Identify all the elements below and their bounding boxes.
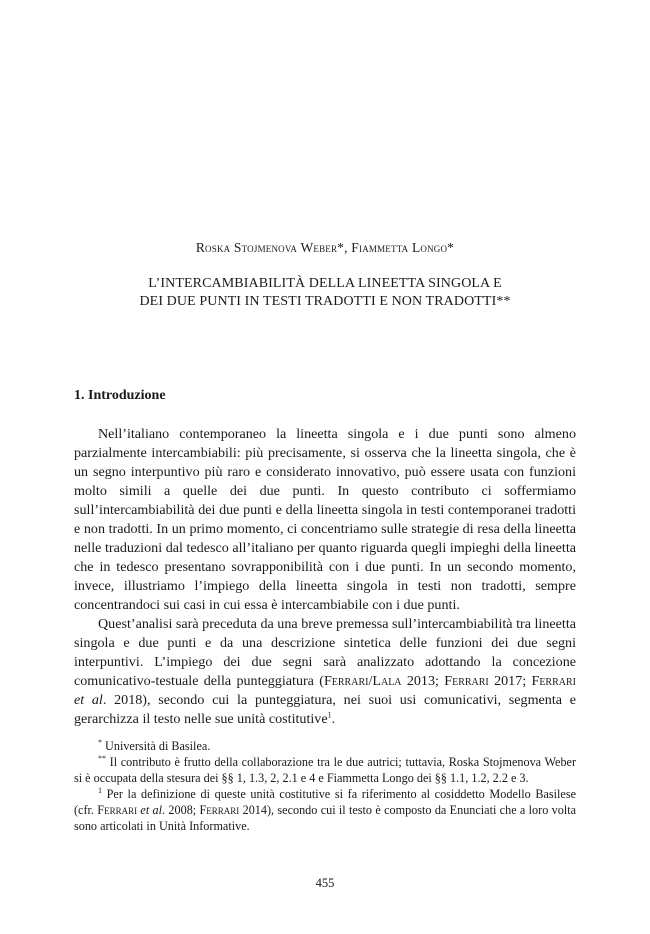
- paper-title: [0, 275, 650, 311]
- footnote-ref-1[interactable]: 1: [327, 710, 332, 720]
- citation-ferrari-lala: Ferrari/Lala: [323, 673, 402, 689]
- section-heading: 1. Introduzione: [74, 388, 166, 403]
- paragraph-2-text-b: 2013;: [401, 673, 445, 689]
- footnote-text-c: 2014), secondo cui il testo è composto da Enunciati che a loro volta sono articolati in Unità Informative.: [74, 803, 576, 833]
- citation-et-al: et al: [140, 803, 163, 817]
- paragraph-2: [74, 615, 576, 729]
- footnote-contribution: [74, 754, 576, 786]
- footnotes: [74, 738, 576, 834]
- footnote-mark: *: [98, 737, 102, 747]
- footnote-text-b: . 2008;: [162, 803, 200, 817]
- citation-et-al: et al: [74, 692, 103, 708]
- paragraph-2-text-e: .: [331, 711, 336, 727]
- paragraph-2-text-c: 2017;: [488, 673, 532, 689]
- title-line-2: DEI DUE PUNTI IN TESTI TRADOTTI E NON TRADOTTI**: [139, 294, 511, 309]
- author-line: Roska Stojmenova Weber*, Fiammetta Longo*: [195, 240, 455, 255]
- footnote-affiliation: [74, 738, 576, 754]
- footnote-mark: **: [98, 753, 106, 763]
- footnote-text-a: Per la definizione di queste unità costitutive si fa riferimento al cosiddetto Modello Basilese (cfr.: [74, 787, 576, 817]
- title-line-1: L’INTERCAMBIABILITÀ DELLA LINEETTA SINGOLA E: [148, 276, 502, 291]
- citation-ferrari-2018: Ferrari: [531, 673, 576, 689]
- page-number: 455: [315, 876, 335, 890]
- footnote-text: Il contributo è frutto della collaborazione tra le due autrici; tuttavia, Roska Stojmenova Weber si è occupata della stesura dei §§ 1, 1.3, 2, 2.1 e 4 e Fiammetta Longo dei §§ 1.1, 1.2, 2.2 e 3.: [74, 755, 577, 785]
- footnote-1: [74, 786, 576, 834]
- paragraph-2-text-d: . 2018), secondo cui la punteggiatura, nei suoi usi comunicativi, segmenta e gerarchizza il testo nelle sue unità costitutive: [74, 692, 576, 727]
- citation-ferrari-2008: Ferrari: [97, 803, 138, 817]
- footnote-text: Università di Basilea.: [105, 739, 211, 753]
- footnote-mark: 1: [98, 785, 102, 795]
- paragraph-1: Nell’italiano contemporaneo la lineetta singola e i due punti sono almeno parzialmente intercambiabili: più precisamente, si osserva che la lineetta singola, che è un segno interpuntivo più raro e considerato innovativo, può essere usata con funzioni molto simili a quelle dei due punti. In questo contributo ci soffermiamo sull’intercambiabilità dei due punti e della lineetta singola in testi contemporanei tradotti e non tradotti. In un primo momento, ci concentriamo sulle strategie di resa della lineetta nelle traduzioni dal tedesco all’italiano per quanto riguarda quegli impieghi della lineetta che in tedesco presentano sovrapponibilità con i due punti. In un secondo momento, invece, illustriamo l’impiego della lineetta singola in testi non tradotti, sempre concentrandoci sui casi in cui essa è intercambiabile con i due punti.: [74, 426, 576, 613]
- citation-ferrari-2017: Ferrari: [444, 673, 489, 689]
- body-text: [74, 425, 576, 729]
- paragraph-2-text-a: Quest’analisi sarà preceduta da una breve premessa sull’intercambiabilità tra lineetta singola e due punti e da una descrizione sintetica delle funzioni dei due segni interpuntivi. L’impiego dei due segni sarà analizzato adottando la concezione comunicativo-testuale della punteggiatura (: [74, 616, 576, 689]
- citation-ferrari-2014: Ferrari: [199, 803, 240, 817]
